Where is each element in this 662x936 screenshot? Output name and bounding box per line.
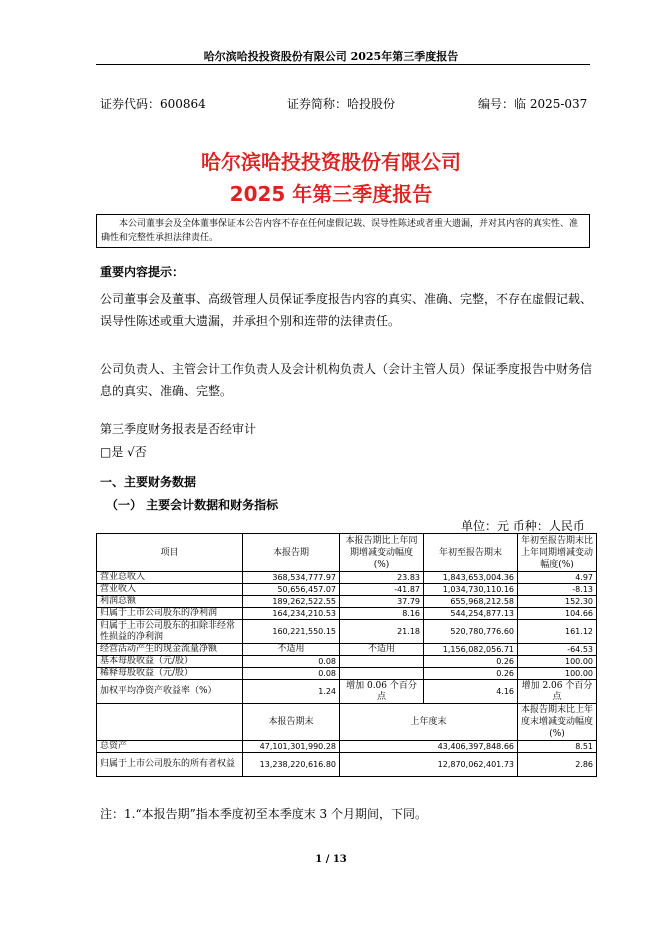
- value-cell: 23.83: [340, 572, 424, 584]
- table-row: [97, 608, 597, 620]
- row-label: 归属于上市公司股东的所有者权益: [97, 753, 243, 777]
- row-label: 总资产: [97, 741, 243, 753]
- value-cell: 4.97: [518, 572, 597, 584]
- section-key-indicators: （一） 主要会计数据和财务指标: [106, 498, 279, 512]
- value-cell: 104.66: [518, 608, 597, 620]
- section-main-financial: 一、主要财务数据: [100, 475, 197, 489]
- value-cell: 152.30: [518, 596, 597, 608]
- value-cell: 164,234,210.53: [243, 608, 340, 620]
- value-cell: 43,406,397,848.66: [340, 741, 518, 753]
- security-code: 证券代码：600864: [100, 97, 206, 111]
- financial-table: [96, 533, 597, 777]
- value-cell: 47,101,301,990.28: [243, 741, 340, 753]
- header-cell: 年初至报告期末比上年同期增减变动幅度(%): [518, 534, 597, 572]
- table-row: [97, 668, 597, 680]
- table-note: 注：1.“本报告期”指本季度初至本季度末 3 个月期间，下同。: [100, 807, 427, 821]
- row-label: 加权平均净资产收益率（%）: [97, 680, 243, 704]
- table-header-row: [97, 534, 597, 572]
- value-cell: -64.53: [518, 644, 597, 656]
- header-rule: [96, 64, 590, 65]
- security-abbr: 证券简称：哈投股份: [287, 97, 396, 111]
- row-label: 利润总额: [97, 596, 243, 608]
- value-cell: 12,870,062,401.73: [340, 753, 518, 777]
- value-cell: 100.00: [518, 656, 597, 668]
- value-cell: 8.51: [518, 741, 597, 753]
- value-cell: 不适用: [340, 644, 424, 656]
- board-notice: 本公司董事会及全体董事保证本公告内容不存在任何虚假记载、误导性陈述或者重大遗漏，并对其内容的真实性、准确性和完整性承担法律责任。: [96, 214, 590, 248]
- value-cell: 0.08: [243, 656, 340, 668]
- report-title: 2025 年第三季度报告: [229, 182, 433, 206]
- header-cell: [97, 704, 243, 741]
- value-cell: 0.26: [424, 668, 518, 680]
- table-row: [97, 656, 597, 668]
- value-cell: 100.00: [518, 668, 597, 680]
- value-cell: 160,221,550.15: [243, 620, 340, 644]
- value-cell: -41.87: [340, 584, 424, 596]
- row-label: 营业收入: [97, 584, 243, 596]
- value-cell: 增加 2.06 个百分点: [518, 680, 597, 704]
- value-cell: 1,843,653,004.36: [424, 572, 518, 584]
- announcement-serial: 编号：临 2025-037: [478, 97, 588, 111]
- table-row: [97, 753, 597, 777]
- table-row: [97, 572, 597, 584]
- value-cell: 4.16: [424, 680, 518, 704]
- table-row: [97, 644, 597, 656]
- header-cell: 本报告期末: [243, 704, 340, 741]
- header-cell: 本报告期比上年同期增减变动幅度(%): [340, 534, 424, 572]
- running-header: 哈尔滨哈投投资股份有限公司 2025年第三季度报告: [203, 50, 459, 63]
- value-cell: 368,534,777.97: [243, 572, 340, 584]
- important-para-1: 公司董事会及董事、高级管理人员保证季度报告内容的真实、准确、完整，不存在虚假记载、误导性陈述或重大遗漏，并承担个别和连带的法律责任。: [100, 292, 593, 328]
- value-cell: 2.86: [518, 753, 597, 777]
- value-cell: 1,156,082,056.71: [424, 644, 518, 656]
- value-cell: 1,034,730,110.16: [424, 584, 518, 596]
- value-cell: 50,656,457.07: [243, 584, 340, 596]
- row-label: 归属于上市公司股东的扣除非经常性损益的净利润: [97, 620, 243, 644]
- table-row: [97, 741, 597, 753]
- header-cell: 项目: [97, 534, 243, 572]
- value-cell: 161.12: [518, 620, 597, 644]
- row-label: 基本每股收益（元/股）: [97, 656, 243, 668]
- important-para-2: 公司负责人、主管会计工作负责人及会计机构负责人（会计主管人员）保证季度报告中财务信息的真实、准确、完整。: [100, 362, 593, 398]
- value-cell: 544,254,877.13: [424, 608, 518, 620]
- row-label: 营业总收入: [97, 572, 243, 584]
- value-cell: 655,968,212.58: [424, 596, 518, 608]
- row-label: 经营活动产生的现金流量净额: [97, 644, 243, 656]
- value-cell: 增加 0.06 个百分点: [340, 680, 424, 704]
- value-cell: [340, 668, 424, 680]
- value-cell: 8.16: [340, 608, 424, 620]
- audit-answer: □是 √否: [100, 445, 147, 459]
- header-cell: 本报告期末比上年度末增减变动幅度(%): [518, 704, 597, 741]
- page-number: 1 / 13: [315, 854, 347, 865]
- row-label: 稀释每股收益（元/股）: [97, 668, 243, 680]
- value-cell: 0.26: [424, 656, 518, 668]
- value-cell: 0.08: [243, 668, 340, 680]
- value-cell: 520,780,776.60: [424, 620, 518, 644]
- table-row: [97, 596, 597, 608]
- row-label: 归属于上市公司股东的净利润: [97, 608, 243, 620]
- table-row: [97, 584, 597, 596]
- company-title: 哈尔滨哈投投资股份有限公司: [201, 150, 461, 174]
- unit-currency: 单位：元 币种：人民币: [461, 519, 585, 533]
- value-cell: -8.13: [518, 584, 597, 596]
- table-row: [97, 620, 597, 644]
- table-header-row-2: [97, 704, 597, 741]
- value-cell: 189,262,522.55: [243, 596, 340, 608]
- value-cell: 21.18: [340, 620, 424, 644]
- value-cell: 不适用: [243, 644, 340, 656]
- audit-question: 第三季度财务报表是否经审计: [100, 422, 257, 436]
- important-heading: 重要内容提示：: [100, 265, 185, 279]
- header-cell: 年初至报告期末: [424, 534, 518, 572]
- table-row: [97, 680, 597, 704]
- value-cell: 1.24: [243, 680, 340, 704]
- value-cell: 13,238,220,616.80: [243, 753, 340, 777]
- value-cell: 37.79: [340, 596, 424, 608]
- value-cell: [340, 656, 424, 668]
- header-cell: 上年度末: [340, 704, 518, 741]
- header-cell: 本报告期: [243, 534, 340, 572]
